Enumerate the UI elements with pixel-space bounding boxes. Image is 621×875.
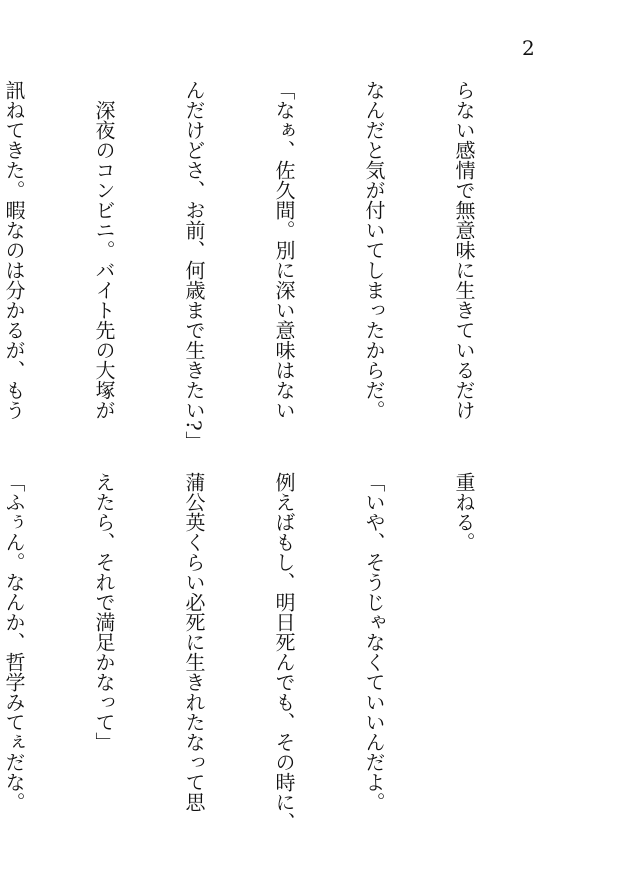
text-line: 蒲公英くらい必死に生きれたなって思 — [182, 472, 206, 812]
text-line: 例えばもし、明日死んでも、その時に、 — [272, 472, 296, 832]
text-line: 重ねる。 — [452, 472, 476, 552]
text-line: 深夜のコンビニ。バイト先の大塚が — [92, 80, 116, 420]
text-line: 「いや、そうじゃなくていいんだよ。 — [362, 472, 386, 812]
text-line: んだけどさ、お前、何歳まで生きたい?」 — [182, 80, 206, 451]
text-line: えたら、それで満足かなって」 — [92, 472, 116, 752]
upper-text-block — [0, 80, 539, 451]
text-line: 訊ねてきた。暇なのは分かるが、もう — [2, 80, 26, 420]
text-line: らない感情で無意味に生きているだけ — [452, 80, 476, 420]
lower-text-block — [0, 472, 539, 832]
text-line: 「ふぅん。なんか、哲学みてぇだな。 — [2, 472, 26, 812]
text-line: なんだと気が付いてしまったからだ。 — [362, 80, 386, 420]
text-line: 「なぁ、佐久間。別に深い意味はない — [272, 80, 296, 420]
page-number: 2 — [522, 36, 535, 60]
